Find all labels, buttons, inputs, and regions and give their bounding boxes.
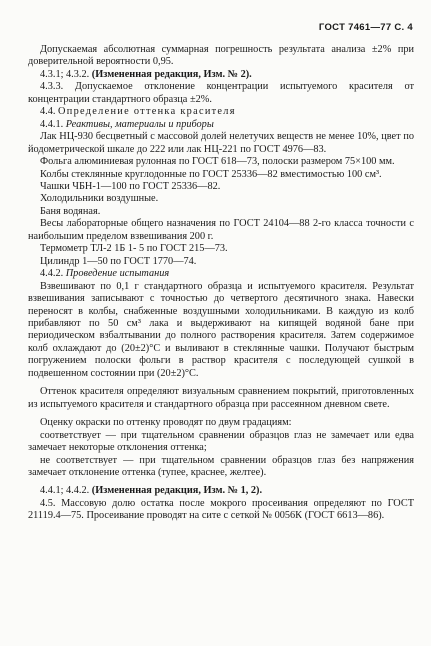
amendment-note: (Измененная редакция, Изм. № 1, 2). bbox=[91, 485, 263, 497]
paragraph: Оттенок красителя определяют визуальным сравнением покрытий, приготовленных из испытуемого красителя и стандартного образца при рассеянном дневном свете. bbox=[28, 386, 414, 410]
paragraph: Колбы стеклянные круглодонные по ГОСТ 25336—82 вместимостью 100 см³. bbox=[40, 168, 382, 180]
paragraph bbox=[28, 119, 414, 131]
paragraph bbox=[28, 485, 414, 497]
paragraph: Весы лабораторные общего назначения по ГОСТ 24104—88 2-го класса точности с наибольшим пределом взвешивания 200 г. bbox=[28, 218, 414, 242]
paragraph: Цилиндр 1—50 по ГОСТ 1770—74. bbox=[40, 255, 197, 267]
paragraph: Оценку окраски по оттенку проводят по двум градациям: bbox=[40, 417, 292, 429]
paragraph: Фольга алюминиевая рулонная по ГОСТ 618—73, полоски размером 75×100 мм. bbox=[40, 156, 395, 168]
clause-number: 4.4.2. bbox=[40, 268, 66, 280]
page-header: ГОСТ 7461—77 С. 4 bbox=[318, 22, 413, 33]
paragraph bbox=[28, 268, 414, 280]
clause-number: 4.4. bbox=[40, 106, 59, 118]
section-heading: Определение оттенка красителя bbox=[58, 106, 236, 118]
section-subheading: Реактивы, материалы и приборы bbox=[65, 118, 214, 130]
document-body bbox=[28, 44, 414, 523]
amendment-note: (Измененная редакция, Изм. № 2). bbox=[91, 68, 252, 80]
section-subheading: Проведение испытания bbox=[65, 268, 170, 280]
paragraph: Лак НЦ-930 бесцветный с массовой долей нелетучих веществ не менее 10%, цвет по йодометрической шкале до 222 или лак НЦ-221 по ГОСТ 4976—83. bbox=[28, 131, 414, 155]
paragraph: Взвешивают по 0,1 г стандартного образца и испытуемого красителя. Результат взвешивания записывают с точностью до четвертого десятичного знака. Навески переносят в колбы, снабженные воздушными холодильниками. В каждую из колб прибавляют по 50 см³ лака и выдерживают на кипящей водяной бане при периодическом взбалтывании до полного растворения красителя. Затем содержимое колб охлаждают до (20±2)°С и выливают в стеклянные чашки. Получают быстрым погружением полоски фольги в раствор красителя с последующей сушкой в подвешенном состоянии при (20±2)°С. bbox=[28, 280, 414, 379]
paragraph: Холодильники воздушные. bbox=[40, 193, 159, 205]
paragraph: Термометр ТЛ-2 1Б 1- 5 по ГОСТ 215—73. bbox=[40, 243, 228, 255]
clause-number: 4.4.1; 4.4.2. bbox=[40, 485, 92, 497]
paragraph: соответствует — при тщательном сравнении образцов глаз не замечает или едва замечает некоторые отклонения оттенка; bbox=[28, 429, 414, 454]
clause-number: 4.3.1; 4.3.2. bbox=[40, 68, 92, 80]
paragraph bbox=[28, 69, 414, 81]
paragraph: не соответствует — при тщательном сравнении образцов глаз без напряжения замечает отклонение оттенка (тупее, краснее, желтее). bbox=[28, 454, 414, 478]
clause-number: 4.4.1. bbox=[40, 118, 66, 130]
paragraph: 4.5. Массовую долю остатка после мокрого просеивания определяют по ГОСТ 21119.4—75. Просеивание проводят на сите с сеткой № 0056К (ГОСТ 6613—86). bbox=[28, 497, 414, 522]
paragraph: Баня водяная. bbox=[40, 205, 101, 217]
paragraph: 4.3.3. Допускаемое отклонение концентрации испытуемого красителя от концентрации стандартного образца ±2%. bbox=[28, 81, 414, 105]
paragraph: Чашки ЧБН-1—100 по ГОСТ 25336—82. bbox=[40, 180, 221, 192]
paragraph: Допускаемая абсолютная суммарная погрешность результата анализа ±2% при доверительной вероятности 0,95. bbox=[28, 44, 414, 68]
paragraph bbox=[28, 106, 414, 118]
